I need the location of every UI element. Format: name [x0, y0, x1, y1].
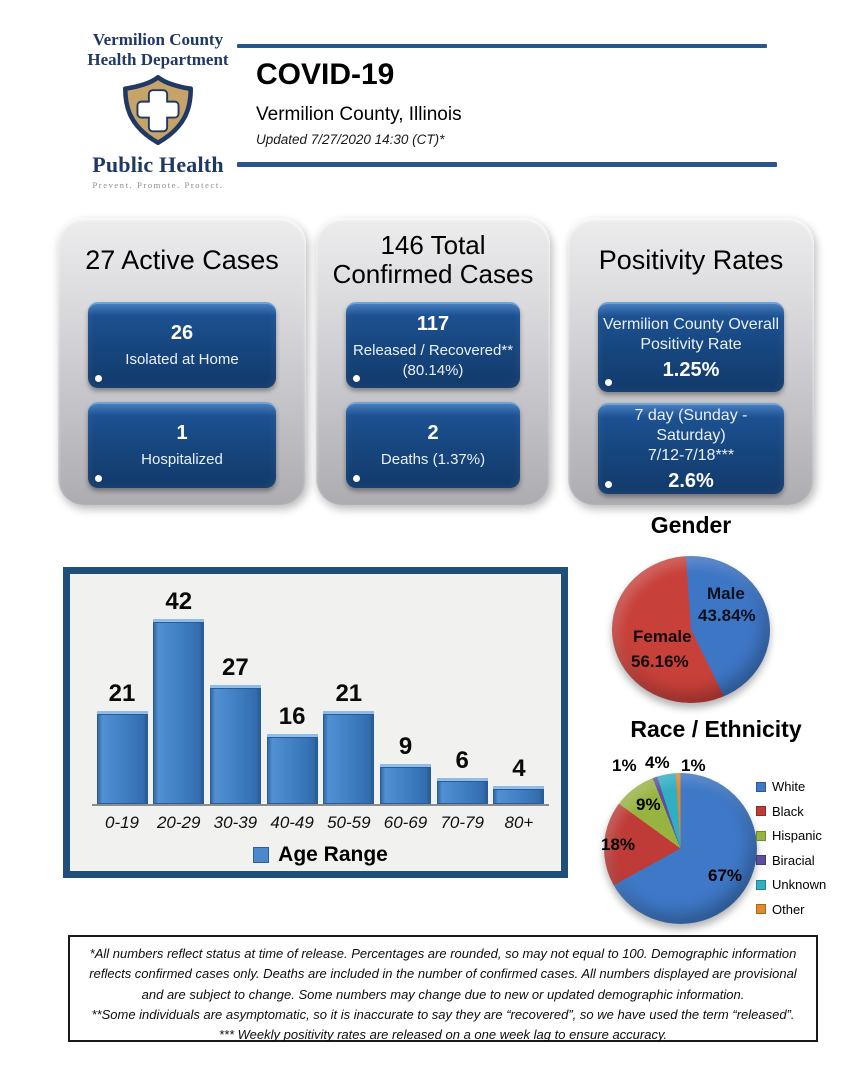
isolated-at-home-label: Isolated at Home [125, 351, 239, 369]
race-legend-label-biracial: Biracial [772, 852, 815, 868]
race-legend-item-white [756, 779, 826, 794]
overall-positivity-stat [598, 302, 784, 393]
bar-value-label: 6 [455, 747, 469, 774]
gender-female-label: Female [633, 627, 692, 646]
age-legend-swatch [253, 847, 269, 863]
header-rule-top [237, 44, 767, 48]
org-name-line2: Health Department [87, 50, 229, 70]
gender-female-percent: 56.16% [631, 652, 689, 671]
bar-group-60-69 [378, 733, 434, 804]
x-tick-label: 70-79 [440, 813, 484, 832]
bar-group-50-59 [321, 680, 377, 804]
race-legend-label-hispanic: Hispanic [772, 828, 822, 843]
race-legend-swatch-hispanic [756, 831, 766, 841]
page-title: COVID-19 [256, 58, 395, 91]
bar [380, 764, 431, 804]
race-legend-item-hispanic [756, 828, 826, 843]
overall-positivity-label-line2: Positivity Rate [640, 335, 742, 353]
hospitalized-stat [88, 402, 276, 488]
race-legend-swatch-unknown [756, 880, 766, 890]
bar [437, 778, 488, 804]
age-legend-label: Age Range [278, 843, 388, 866]
race-legend-label-black: Black [772, 803, 804, 819]
deaths-label: Deaths (1.37%) [380, 451, 486, 469]
bar-group-20-29 [151, 588, 207, 804]
total-confirmed-title: 146 Total Confirmed Cases [332, 229, 534, 289]
page-subtitle: Vermilion County, Illinois [256, 104, 462, 125]
race-hispanic-percent: 9% [636, 795, 661, 814]
bar [267, 734, 318, 804]
race-black-percent: 18% [601, 835, 636, 854]
gender-chart-title: Gender [650, 512, 732, 538]
bar [153, 619, 204, 804]
deaths-stat [346, 402, 520, 488]
race-chart-legend [756, 779, 826, 917]
race-white-percent: 67% [708, 866, 743, 885]
seven-day-positivity-label-line2: 7/12-7/18*** [647, 447, 735, 465]
gender-male-label: Male [707, 584, 745, 603]
bar-value-label: 21 [335, 680, 363, 707]
footnote-2: **Some individuals are asymptomatic, so it is inaccurate to say they are “recovered”, so we have used the term “released”. [91, 1006, 795, 1022]
hospitalized-label: Hospitalized [141, 451, 223, 469]
bar-group-40-49 [264, 703, 320, 804]
bar [210, 685, 261, 804]
age-chart-bars [92, 582, 549, 806]
race-legend-label-white: White [772, 779, 806, 794]
x-tick-label: 80+ [504, 813, 534, 832]
isolated-at-home-stat [88, 302, 276, 388]
age-chart-plot-area [92, 582, 549, 867]
race-unknown-percent: 4% [645, 753, 670, 772]
footnotes-box [68, 935, 818, 1042]
hospitalized-value: 1 [176, 422, 188, 445]
updated-timestamp: Updated 7/27/2020 14:30 (CT)* [256, 132, 445, 147]
footnote-3: *** Weekly positivity rates are released on a one week lag to ensure accuracy. [218, 1027, 668, 1043]
total-confirmed-card [316, 218, 550, 505]
isolated-at-home-value: 26 [170, 322, 194, 345]
bar [493, 786, 544, 804]
bar-value-label: 4 [512, 755, 526, 782]
race-legend-item-biracial [756, 853, 826, 868]
gender-male-percent: 43.84% [698, 606, 756, 625]
race-other-percent: 1% [681, 756, 706, 775]
health-department-logo [74, 30, 242, 190]
overall-positivity-value: 1.25% [662, 358, 720, 381]
race-legend-item-other [756, 902, 826, 917]
race-legend-item-unknown [756, 877, 826, 892]
age-chart-legend [92, 843, 549, 867]
bar-value-label: 21 [108, 680, 136, 707]
bar-value-label: 42 [165, 588, 193, 615]
age-chart-x-axis-labels [92, 813, 549, 833]
org-name-line1: Vermilion County [92, 30, 224, 49]
x-tick-label: 20-29 [156, 813, 201, 832]
bar [97, 711, 148, 804]
bar-group-70-79 [434, 747, 490, 804]
overall-positivity-label-line1: Vermilion County Overall [602, 315, 780, 333]
race-legend-swatch-white [756, 782, 766, 792]
race-chart-title: Race / Ethnicity [630, 716, 802, 742]
released-recovered-value: 117 [416, 312, 450, 335]
seven-day-positivity-label-line1: 7 day (Sunday - Saturday) [634, 407, 748, 445]
positivity-rates-title: Positivity Rates [598, 244, 784, 275]
race-biracial-percent: 1% [612, 756, 637, 775]
footnote-1: *All numbers reflect status at time of release. Percentages are rounded, so may not equal to 100. Demographic information reflects confirmed cases only. Deaths are included in the number of confirmed cases. All numbers displayed are provisional and are subject to change. Some numbers may change due to new or updated demographic information. [89, 946, 797, 1002]
public-health-wordmark: Public Health [92, 152, 224, 178]
bar-group-30-39 [207, 654, 263, 804]
age-range-bar-chart [63, 567, 568, 878]
bar-value-label: 16 [278, 703, 306, 730]
org-name [74, 30, 242, 70]
positivity-rates-card [568, 218, 814, 505]
bar-value-label: 27 [222, 654, 249, 681]
header-rule-bottom [237, 162, 777, 167]
race-legend-swatch-biracial [756, 855, 766, 865]
released-recovered-stat [346, 302, 520, 388]
shield-cross-icon [119, 75, 197, 145]
bar [323, 711, 374, 804]
released-recovered-label: Released / Recovered** [352, 341, 514, 359]
logo-tagline: Prevent. Promote. Protect. [92, 180, 224, 191]
active-cases-card [58, 218, 306, 505]
seven-day-positivity-value: 2.6% [668, 470, 714, 493]
deaths-value: 2 [427, 422, 439, 445]
race-legend-label-unknown: Unknown [772, 877, 827, 892]
x-tick-label: 30-39 [213, 813, 258, 832]
seven-day-positivity-stat [598, 403, 784, 494]
active-cases-title: 27 Active Cases [85, 244, 279, 275]
x-tick-label: 60-69 [383, 813, 428, 832]
race-legend-item-black [756, 804, 826, 819]
bar-group-0-19 [94, 680, 150, 804]
bar-group-80+ [491, 755, 547, 804]
race-legend-swatch-other [756, 904, 766, 914]
x-tick-label: 0-19 [104, 813, 140, 832]
bar-value-label: 9 [398, 733, 413, 760]
released-recovered-percent: (80.14%) [402, 362, 464, 380]
x-tick-label: 50-59 [327, 813, 371, 832]
race-legend-label-other: Other [772, 901, 805, 917]
x-tick-label: 40-49 [270, 813, 314, 832]
race-legend-swatch-black [756, 806, 766, 816]
